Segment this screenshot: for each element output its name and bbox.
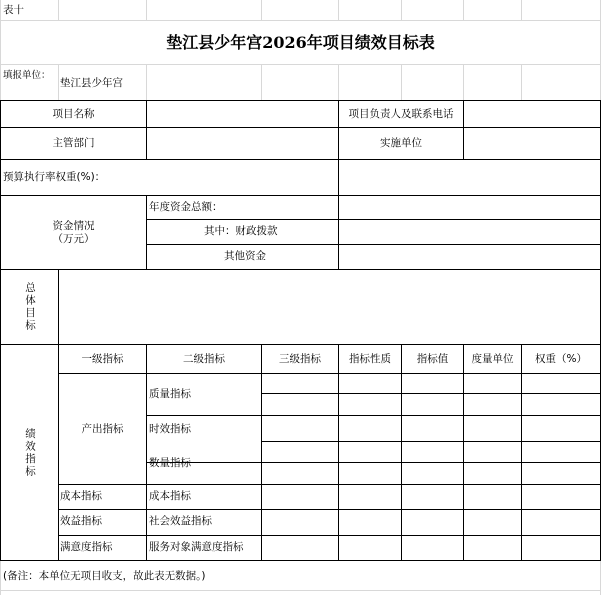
header-weight: 权重（%）: [535, 352, 587, 365]
header-value: 指标值: [416, 352, 449, 365]
border: [338, 159, 339, 270]
header-nature: 指标性质: [349, 352, 391, 365]
border: [146, 100, 147, 160]
border: [0, 159, 601, 160]
benefit-indicator-l1: 效益指标: [60, 515, 102, 527]
gridline: [338, 64, 339, 100]
gridline: [463, 0, 464, 20]
border: [146, 219, 601, 220]
border: [146, 415, 601, 416]
benefit-indicator-l2: 社会效益指标: [149, 515, 212, 527]
gridline: [261, 0, 262, 20]
gridline: [463, 64, 464, 100]
border: [600, 100, 601, 561]
border: [261, 393, 601, 394]
impl-unit-label: 实施单位: [380, 137, 422, 149]
gridline: [338, 0, 339, 20]
gridline: [0, 590, 601, 591]
border: [0, 269, 601, 270]
funds-title: 资金情况: [52, 219, 95, 232]
border: [463, 344, 464, 561]
project-name-label: 项目名称: [52, 107, 95, 120]
border: [146, 195, 147, 270]
gridline: [401, 64, 402, 100]
filler-unit-value: 垫江县少年宫: [60, 77, 123, 89]
border: [261, 441, 601, 442]
border: [401, 344, 402, 561]
satisfaction-indicator-l1: 满意度指标: [60, 541, 113, 553]
gridline: [58, 0, 59, 20]
gridline: [521, 0, 522, 20]
header-level2: 二级指标: [183, 352, 225, 365]
filler-unit-label: 填报单位：: [3, 70, 51, 81]
border: [463, 100, 464, 160]
border: [146, 244, 601, 245]
border: [58, 535, 601, 536]
gridline: [146, 0, 147, 20]
border: [146, 462, 601, 463]
funds-unit: （万元）: [52, 232, 95, 245]
border: [146, 344, 147, 561]
annual-total-label: 年度资金总额：: [149, 201, 223, 213]
output-indicator-label: 产出指标: [81, 422, 124, 435]
border: [58, 509, 601, 510]
owner-contact-label: 项目负责人及联系电话: [348, 107, 454, 120]
gridline: [261, 64, 262, 100]
quantity-indicator: 数量指标: [149, 457, 191, 469]
gridline: [146, 64, 147, 100]
other-funds-label: 其他资金: [224, 250, 266, 262]
cost-indicator-l2: 成本指标: [149, 490, 191, 502]
gridline: [58, 64, 59, 100]
border: [521, 344, 522, 561]
table-number: 表十: [3, 4, 24, 16]
budget-rate-label: 预算执行率权重(%)：: [3, 171, 106, 183]
border: [261, 344, 262, 561]
border: [338, 344, 339, 561]
gridline: [0, 64, 601, 65]
gridline: [401, 0, 402, 20]
quality-indicator: 质量指标: [149, 388, 191, 400]
header-level1: 一级指标: [81, 352, 124, 365]
header-unit: 度量单位: [471, 352, 514, 365]
gridline: [521, 64, 522, 100]
timeliness-indicator: 时效指标: [149, 423, 191, 435]
cost-indicator-l1: 成本指标: [60, 490, 102, 502]
border: [0, 560, 601, 561]
page-title: 垫江县少年宫2026年项目绩效目标表: [166, 33, 435, 52]
dept-label: 主管部门: [52, 137, 95, 149]
footnote: (备注：本单位无项目收支，故此表无数据。): [3, 570, 206, 582]
border: [58, 484, 601, 485]
satisfaction-indicator-l2: 服务对象满意度指标: [149, 541, 244, 553]
header-level3: 三级指标: [279, 352, 321, 365]
indicators-section-label: 绩效指标: [24, 427, 36, 478]
fiscal-label: 其中：财政拨款: [204, 225, 278, 237]
funds-label: [1, 196, 146, 269]
overall-goal-label: 总体目标: [24, 282, 36, 332]
